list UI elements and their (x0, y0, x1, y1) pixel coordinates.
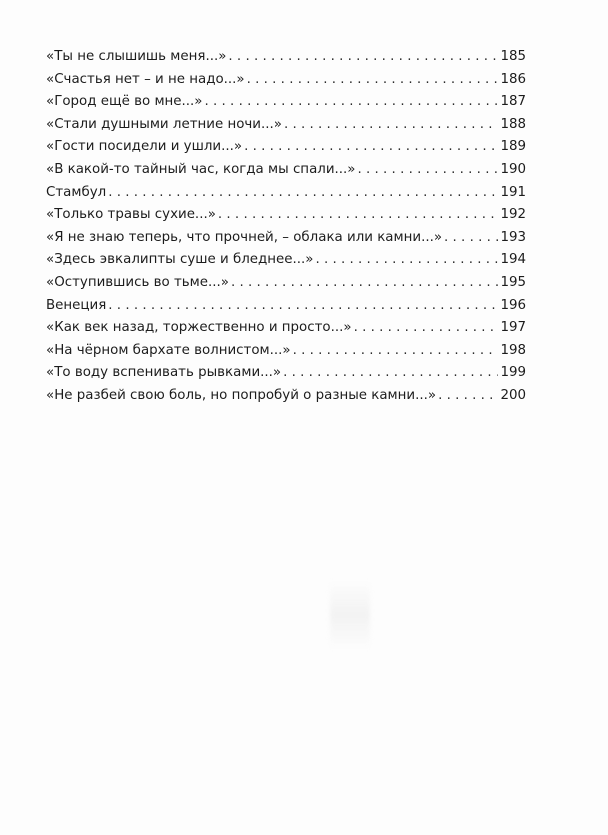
toc-entry-page: 190 (500, 161, 526, 177)
toc-entry-page: 188 (500, 116, 526, 132)
table-of-contents (46, 46, 526, 408)
toc-entry-title: «В какой-то тайный час, когда мы спали...» (46, 161, 356, 177)
toc-entry (46, 362, 526, 385)
toc-entry (46, 136, 526, 159)
toc-entry-page: 187 (500, 94, 526, 110)
toc-entry-title: «Счастья нет – и не надо...» (46, 71, 245, 87)
toc-entry (46, 295, 526, 318)
toc-entry-page: 197 (500, 320, 526, 336)
toc-entry-title: «На чёрном бархате волнистом...» (46, 342, 291, 358)
toc-leader-dots (247, 69, 499, 92)
toc-entry (46, 182, 526, 205)
toc-entry (46, 272, 526, 295)
toc-leader-dots (293, 340, 499, 363)
toc-entry-page: 185 (500, 49, 526, 64)
toc-entry-title: «Ты не слышишь меня...» (46, 49, 227, 64)
toc-entry-page: 194 (500, 252, 526, 268)
toc-leader-dots (205, 91, 499, 114)
toc-entry (46, 385, 526, 408)
toc-entry-title: «Как век назад, торжественно и просто...» (46, 320, 352, 336)
toc-entry-page: 200 (500, 387, 526, 403)
toc-leader-dots (358, 159, 499, 182)
toc-entry (46, 69, 526, 92)
show-through-smudge (330, 580, 370, 650)
toc-leader-dots (108, 295, 498, 318)
toc-entry-page: 192 (500, 207, 526, 223)
toc-leader-dots (444, 227, 498, 250)
toc-leader-dots (284, 114, 498, 137)
toc-entry (46, 91, 526, 114)
toc-entry-title: «Гости посидели и ушли...» (46, 139, 243, 155)
toc-entry-title: «Не разбей свою боль, но попробуй о разные камни...» (46, 387, 437, 403)
toc-entry (46, 204, 526, 227)
toc-leader-dots (244, 136, 498, 159)
toc-entry-title: Стамбул (46, 184, 107, 200)
toc-leader-dots (108, 182, 498, 205)
toc-entry (46, 46, 526, 69)
toc-entry-title: «Оступившись во тьме...» (46, 274, 229, 290)
toc-leader-dots (438, 385, 498, 408)
toc-entry (46, 340, 526, 363)
toc-entry (46, 159, 526, 182)
toc-entry-title: «Здесь эвкалипты суше и бледнее...» (46, 252, 314, 268)
toc-entry-page: 195 (500, 274, 526, 290)
toc-entry-page: 199 (500, 365, 526, 381)
toc-entry-page: 198 (500, 342, 526, 358)
toc-entry-title: «Я не знаю теперь, что прочней, – облака или камни...» (46, 229, 443, 245)
toc-entry-title: «Только травы сухие...» (46, 207, 216, 223)
toc-entry (46, 249, 526, 272)
toc-entry-page: 186 (500, 71, 526, 87)
toc-entry-page: 196 (500, 297, 526, 313)
toc-entry-page: 189 (500, 139, 526, 155)
toc-leader-dots (218, 204, 499, 227)
toc-leader-dots (354, 317, 499, 340)
toc-leader-dots (231, 272, 498, 295)
toc-leader-dots (283, 362, 498, 385)
toc-entry (46, 227, 526, 250)
toc-entry (46, 114, 526, 137)
toc-entry-page: 193 (500, 229, 526, 245)
toc-entry-title: «Стали душными летние ночи...» (46, 116, 282, 132)
toc-entry (46, 317, 526, 340)
toc-entry-page: 191 (500, 184, 526, 200)
toc-leader-dots (228, 46, 498, 69)
toc-leader-dots (315, 249, 498, 272)
toc-entry-title: «Город ещё во мне...» (46, 94, 203, 110)
toc-entry-title: «То воду вспенивать рывками...» (46, 365, 282, 381)
toc-entry-title: Венеция (46, 297, 107, 313)
